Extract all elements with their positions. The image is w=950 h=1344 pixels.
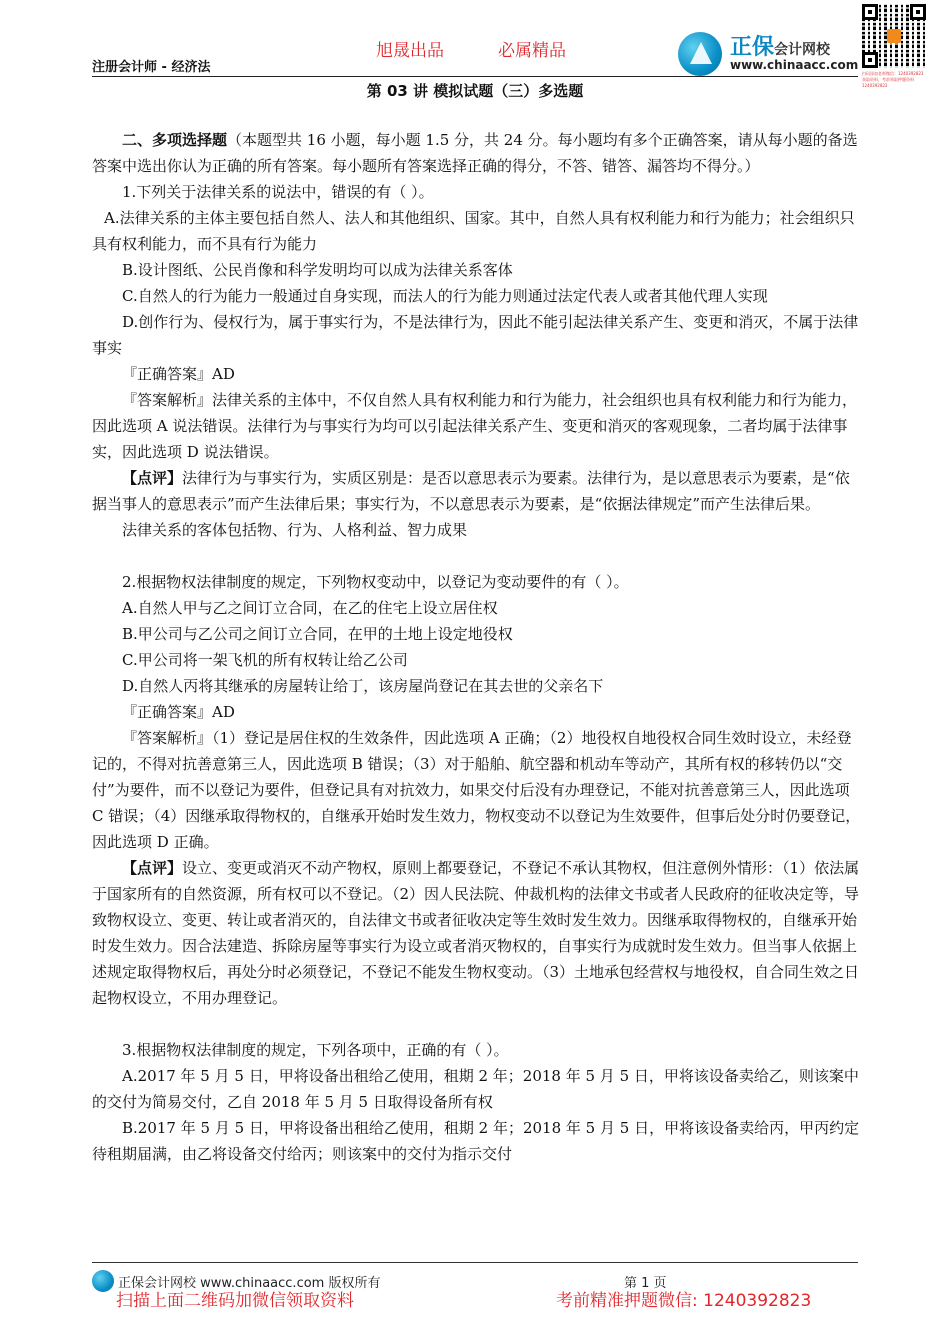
course-label: 注册会计师 - 经济法	[92, 60, 211, 75]
q2-answer: 『正确答案』AD	[122, 703, 235, 721]
q2-stem: 2.根据物权法律制度的规定，下列物权变动中，以登记为变动要件的有（ ）。	[122, 573, 629, 591]
q1-comment: 【点评】法律行为与事实行为，实质区别是：是否以意思表示为要素。法律行为，是以意思表示为要素，是“依据当事人的意思表示”而产生法律后果；事实行为，不以意思表示为要素，是“依据法律规定”而产生法律后果。	[92, 469, 850, 513]
q3-option-a: A.2017 年 5 月 5 日，甲将设备出租给乙使用，租期 2 年；2018 年 5 月 5 日，甲将该设备卖给乙，则该案中的交付为简易交付，乙自 2018 年 5 月 5 日取得设备所有权	[92, 1067, 859, 1111]
logo-name: 正保会计网校	[730, 35, 831, 60]
chinaacc-logo	[678, 28, 858, 80]
q3-option-b: B.2017 年 5 月 5 日，甲将设备出租给乙使用，租期 2 年；2018 年 5 月 5 日，甲将该设备卖给丙，甲丙约定待租期届满，由乙将设备交付给丙；则该案中的交付为指示交付	[92, 1119, 860, 1163]
q2-option-c: C.甲公司将一架飞机的所有权转让给乙公司	[122, 651, 408, 669]
q2-analysis: 『答案解析』（1）登记是居住权的生效条件，因此选项 A 正确；（2）地役权自地役权合同生效时设立，未经登记的，不得对抗善意第三人，因此选项 B 错误；（3）对于船舶、航空器和机动车等动产，其所有权的移转仍以“交付”为要件，而不以登记为要件，但登记具有对抗效力，如果交付后没有办理登记，不能对抗善意第三人，因此选项 C 错误；（4）因继承取得物权的，自继承开始时发生效力，物权变动不以登记为生效要件，但事后处分时仍要登记，因此选项 D 正确。	[92, 729, 861, 851]
header-divider	[92, 76, 858, 77]
page-number: 第 1 页	[624, 1276, 667, 1291]
promo-left-text: 扫描上面二维码加微信领取资料	[116, 1291, 354, 1311]
q2-option-d: D.自然人丙将其继承的房屋转让给丁，该房屋尚登记在其去世的父亲名下	[122, 677, 604, 695]
q1-stem: 1.下列关于法律关系的说法中，错误的有（ ）。	[122, 183, 434, 201]
section-intro: 二、多项选择题（本题型共 16 小题，每小题 1.5 分，共 24 分。每小题均有多个正确答案，请从每小题的备选答案中选出你认为正确的所有答案。每小题所有答案选择正确的得分，不答、错答、漏答均不得分。）	[92, 131, 858, 175]
promo-right-text: 考前精准押题微信: 1240392823	[556, 1291, 812, 1311]
q1-analysis: 『答案解析』法律关系的主体中，不仅自然人具有权利能力和行为能力，社会组织也具有权利能力和行为能力，因此选项 A 说法错误。法律行为与事实行为均可以引起法律关系产生、变更和消灭的客观现象，二者均属于法律事实，因此选项 D 说法错误。	[92, 391, 858, 461]
footer-divider	[92, 1262, 858, 1263]
q2-comment: 【点评】设立、变更或消灭不动产物权，原则上都要登记，不登记不承认其物权，但注意例外情形：（1）依法属于国家所有的自然资源，所有权可以不登记。（2）因人民法院、仲裁机构的法律文书或者人民政府的征收决定等，导致物权设立、变更、转让或者消灭的，自法律文书或者征收决定等生效时发生效力。因继承取得物权的，自继承开始时发生效力。因合法建造、拆除房屋等事实行为设立或者消灭物权的，自事实行为成就时发生效力。但当事人依据上述规定取得物权后，再处分时必须登记，不登记不能发生物权变动。（3）土地承包经营权与地役权，自合同生效之日起物权设立，不用办理登记。	[92, 859, 860, 1007]
q1-option-c: C.自然人的行为能力一般通过自身实现，而法人的行为能力则通过法定代表人或者其他代理人实现	[122, 287, 768, 305]
logo-url: www.chinaacc.com	[730, 58, 859, 72]
q3-stem: 3.根据物权法律制度的规定，下列各项中，正确的有（ ）。	[122, 1041, 509, 1059]
page-title: 第 03 讲 模拟试题（三）多选题	[366, 82, 584, 100]
q2-option-b: B.甲公司与乙公司之间订立合同，在甲的土地上设定地役权	[122, 625, 513, 643]
q1-note: 法律关系的客体包括物、行为、人格利益、智力成果	[122, 521, 468, 539]
logo-mark-icon	[678, 32, 722, 76]
q1-option-b: B.设计图纸、公民肖像和科学发明均可以成为法律关系客体	[122, 261, 513, 279]
q1-option-d: D.创作行为、侵权行为，属于事实行为，不是法律行为，因此不能引起法律关系产生、变更和消灭，不属于法律事实	[92, 313, 859, 357]
footer-copyright: 正保会计网校 www.chinaacc.com 版权所有	[118, 1276, 381, 1291]
qr-code-icon	[862, 4, 926, 68]
document-body	[92, 127, 862, 1167]
q1-option-a: A.法律关系的主体主要包括自然人、法人和其他组织、国家。其中，自然人具有权利能力和行为能力；社会组织只具有权利能力，而不具有行为能力	[92, 209, 855, 253]
qr-code	[862, 4, 926, 88]
qr-caption: 扫码添加老师微信：1240392823 获取资料，考前领取押题资料 1240392823	[862, 71, 924, 88]
brand-right-text: 必属精品	[498, 41, 566, 61]
q1-answer: 『正确答案』AD	[122, 365, 235, 383]
brand-left-text: 旭晟出品	[376, 41, 444, 61]
q2-option-a: A.自然人甲与乙之间订立合同，在乙的住宅上设立居住权	[122, 599, 498, 617]
footer-logo-icon	[92, 1270, 114, 1292]
